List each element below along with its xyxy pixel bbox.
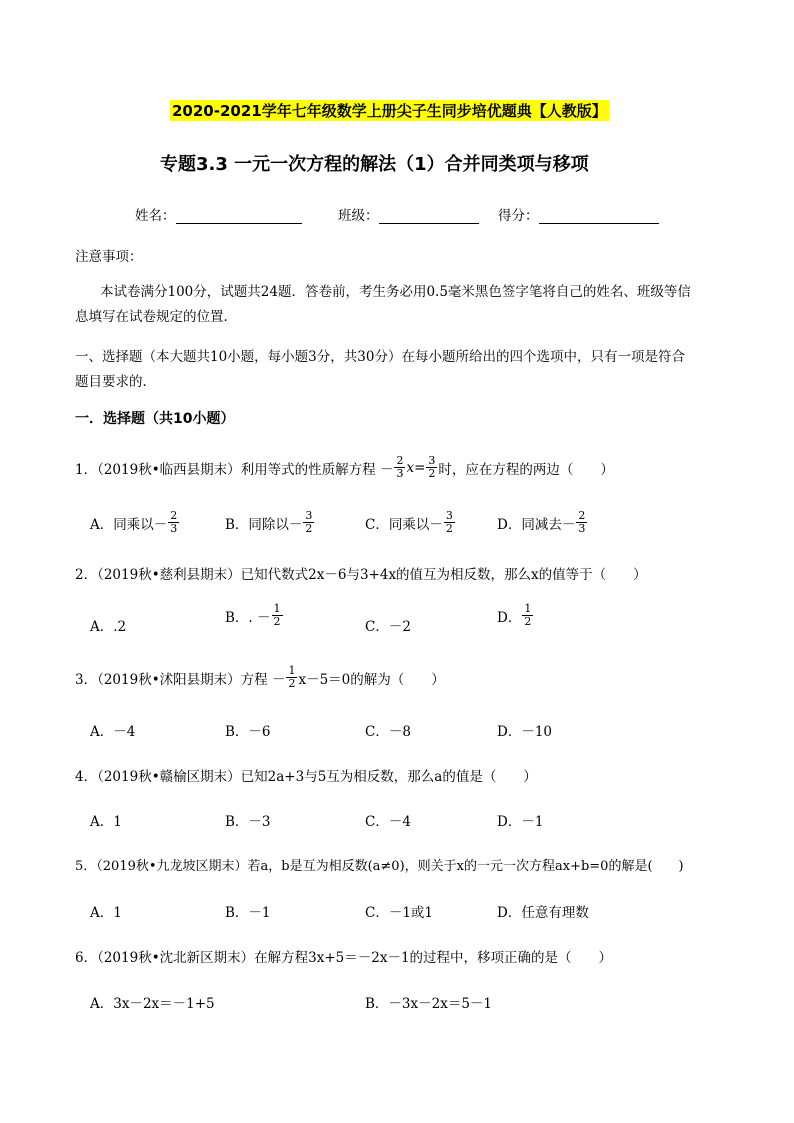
- notice-line-2: 息填写在试卷规定的位置．: [75, 309, 237, 325]
- q5-option-b[interactable]: B．－1: [225, 905, 271, 921]
- q5-option-c[interactable]: C．－1或1: [365, 905, 434, 921]
- q3-option-a[interactable]: A．－4: [90, 724, 136, 740]
- question-2: 2．（2019秋•慈利县期末）已知代数式2x－6与3+4x的值互为相反数，那么x的值等于（ ）: [75, 567, 647, 583]
- q6-option-a[interactable]: A．3x－2x＝－1+5: [90, 996, 215, 1012]
- name-field: [135, 204, 302, 224]
- q2-option-a[interactable]: A．.2: [90, 619, 127, 635]
- score-label: 得分：: [498, 208, 539, 224]
- series-title: 2020-2021学年七年级数学上册尖子生同步培优题典【人教版】: [172, 102, 607, 120]
- q1-suffix: 时，应在方程的两边（ ）: [438, 461, 614, 478]
- q1-option-d[interactable]: D．同减去－ $\frac{2}{3}$: [497, 509, 586, 535]
- q5-option-a[interactable]: A．1: [90, 905, 122, 921]
- notice-heading: 注意事项：: [75, 249, 143, 265]
- score-blank[interactable]: [539, 209, 659, 224]
- name-blank[interactable]: [176, 209, 302, 224]
- q4-option-c[interactable]: C．－4: [365, 814, 411, 830]
- page-title: 专题3.3 一元一次方程的解法（1）合并同类项与移项: [160, 154, 589, 175]
- question-5: 5．（2019秋•九龙坡区期末）若a，b是互为相反数(a≠0)，则关于x的一元一次方程ax+b=0的解是( ): [75, 859, 684, 874]
- q4-option-a[interactable]: A．1: [90, 814, 122, 830]
- question-6: 6．（2019秋•沈北新区期末）在解方程3x+5＝－2x－1的过程中，移项正确的是（ ）: [75, 950, 613, 966]
- section-heading: 一．选择题（共10小题）: [75, 411, 235, 427]
- q1-var: x: [406, 459, 415, 476]
- q1-option-a[interactable]: A．同乘以－ $\frac{2}{3}$: [90, 509, 178, 535]
- q6-option-b[interactable]: B．－3x－2x＝5－1: [365, 996, 493, 1012]
- section-intro-2: 题目要求的．: [75, 374, 156, 390]
- section-intro-1: 一、选择题（本大题共10小题，每小题3分，共30分）在每小题所给出的四个选项中，只有一项是符合: [75, 349, 685, 365]
- name-label: 姓名：: [135, 208, 176, 224]
- notice-line-1: 本试卷满分100分，试题共24题．答卷前，考生务必用0.5毫米黑色签字笔将自己的姓名、班级等信: [100, 284, 691, 300]
- question-4: 4．（2019秋•赣榆区期末）已知2a+3与5互为相反数，那么a的值是（ ）: [75, 769, 537, 785]
- q2-option-b[interactable]: B．. － $\frac{1}{2}$: [225, 602, 281, 628]
- q5-option-d[interactable]: D．任意有理数: [497, 905, 589, 921]
- q3-option-c[interactable]: C．－8: [365, 724, 411, 740]
- q1-eq: =: [414, 459, 426, 476]
- question-3: 3．（2019秋•沭阳县期末）方程 － $\frac{1}{2}$ x－5＝0的解为（ ）: [75, 664, 445, 690]
- q4-option-d[interactable]: D．－1: [497, 814, 544, 830]
- q2-option-c[interactable]: C．－2: [365, 619, 411, 635]
- class-blank[interactable]: [379, 209, 479, 224]
- question-1: [75, 455, 614, 480]
- class-field: [338, 204, 479, 224]
- q1-frac-1: $\frac{2}{3}$: [396, 454, 404, 480]
- q3-frac: $\frac{1}{2}$: [288, 664, 296, 690]
- q1-option-b[interactable]: B．同除以－ $\frac{3}{2}$: [225, 509, 313, 535]
- q3-option-d[interactable]: D．－10: [497, 724, 553, 740]
- q4-option-b[interactable]: B．－3: [225, 814, 271, 830]
- q1-prefix: 1．（2019秋•临西县期末）利用等式的性质解方程 －: [75, 461, 394, 478]
- q3-option-b[interactable]: B．－6: [225, 724, 271, 740]
- q1-option-c[interactable]: C．同乘以－ $\frac{3}{2}$: [365, 509, 453, 535]
- q1-frac-2: $\frac{3}{2}$: [428, 454, 436, 480]
- score-field: [498, 204, 659, 224]
- q2-option-d[interactable]: D． $\frac{1}{2}$: [497, 602, 532, 628]
- class-label: 班级：: [338, 208, 379, 224]
